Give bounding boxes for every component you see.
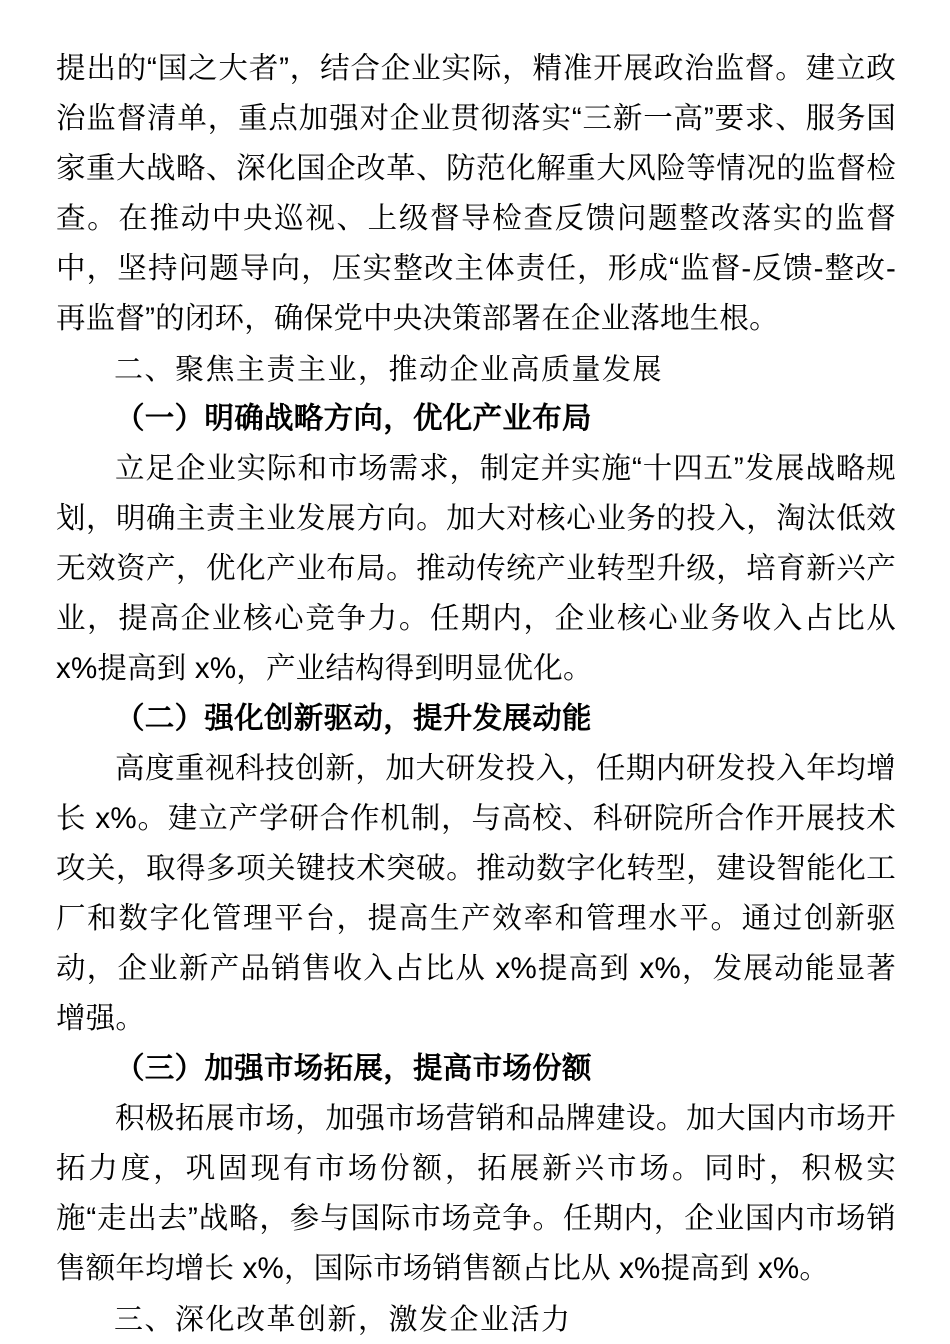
heading-section-3: 三、深化改革创新，激发企业活力 <box>114 1302 572 1336</box>
heading-2-3-market-expansion: （三）加强市场拓展，提高市场份额 <box>115 1052 592 1085</box>
paragraph-2-2-innovation-drive: 高度重视科技创新，加大研发投入，任期内研发投入年均增长 x%。建立产学研合作机制，与高校、科研院所合作开展技术攻关，取得多项关键技术突破。推动数字化转型，建设智能化工厂和数字化管理平台，提高生产效率和管理水平。通过创新驱动，企业新产品销售收入占比从 x%提高到 x%，发展动能显著增强。 <box>56 752 896 1035</box>
paragraph-2-1-strategy-direction: 立足企业实际和市场需求，制定并实施“十四五”发展战略规划，明确主责主业发展方向。加大对核心业务的投入，淘汰低效无效资产，优化产业布局。推动传统产业转型升级，培育新兴产业，提高企业核心竞争力。任期内，企业核心业务收入占比从 x%提高到 x%，产业结构得到明显优化。 <box>56 452 896 685</box>
heading-2-2-innovation-drive: （二）强化创新驱动，提升发展动能 <box>115 702 592 735</box>
heading-2-1-strategy-direction: （一）明确战略方向，优化产业布局 <box>115 402 592 435</box>
paragraph-2-3-market-expansion: 积极拓展市场，加强市场营销和品牌建设。加大国内市场开拓力度，巩固现有市场份额，拓展新兴市场。同时，积极实施“走出去”战略，参与国际市场竞争。任期内，企业国内市场销售额年均增长 x%，国际市场销售额占比从 x%提高到 x%。 <box>56 1102 896 1285</box>
document-body <box>56 44 896 1344</box>
paragraph-political-supervision: 提出的“国之大者”，结合企业实际，精准开展政治监督。建立政治监督清单，重点加强对企业贯彻落实“三新一高”要求、服务国家重大战略、深化国企改革、防范化解重大风险等情况的监督检查。在推动中央巡视、上级督导检查反馈问题整改落实的监督中，坚持问题导向，压实整改主体责任，形成“监督-反馈-整改-再监督”的闭环，确保党中央决策部署在企业落地生根。 <box>56 52 896 335</box>
heading-section-2: 二、聚焦主责主业，推动企业高质量发展 <box>114 352 664 386</box>
